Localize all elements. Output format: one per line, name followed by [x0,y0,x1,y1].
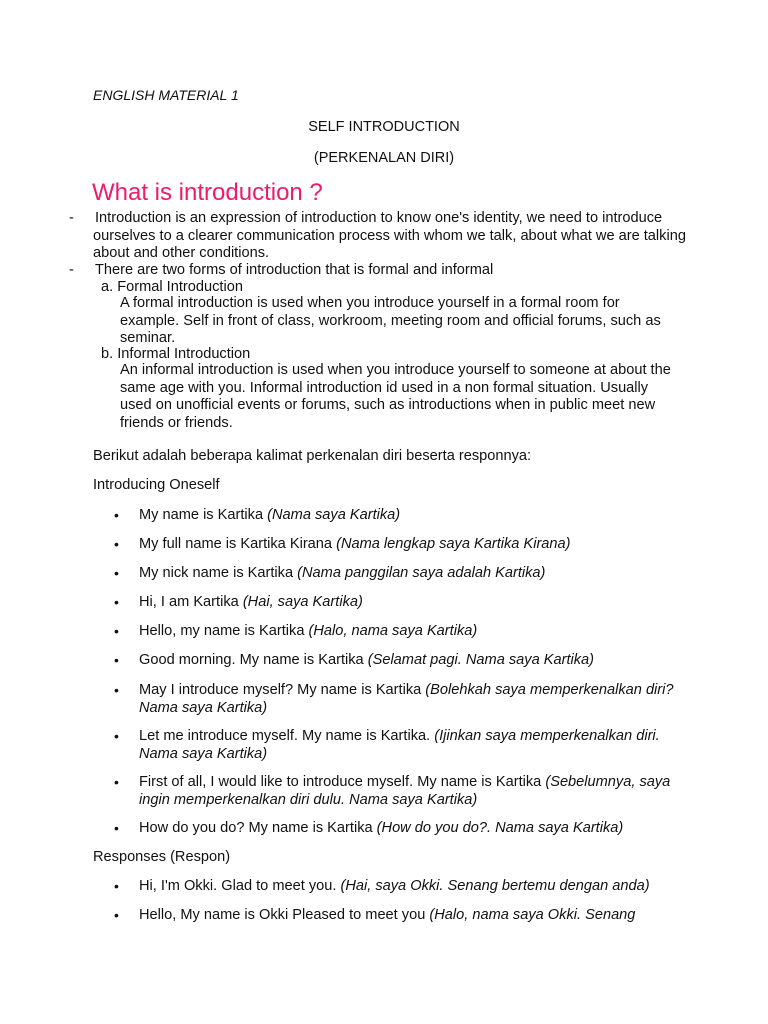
indonesian-translation: (Nama saya Kartika) [267,507,401,523]
english-phrase: Hi, I am Kartika [139,594,243,610]
bullet-icon: • [114,907,119,923]
bullet-icon: • [114,820,119,836]
english-phrase: Hello, my name is Kartika [139,623,309,639]
responses-heading: Responses (Respon) [93,849,231,865]
bullet-icon: • [114,536,119,552]
list-item [139,565,684,583]
list-item [139,623,684,641]
informal-text: An informal introduction is used when you introduce yourself to someone at about the same age with you. Informal introduction id used in a non formal situation. Usually used on unofficial events or forums, such as introductions when in public meet new friends or friends. [120,362,671,431]
list-item [139,536,684,554]
list-item [139,652,684,670]
bullet-icon: • [114,774,119,790]
list-item [139,507,684,525]
indonesian-translation: (Hai, saya Kartika) [242,594,363,610]
bullet-icon: • [114,652,119,668]
definition-rest: expression of introduction to know one's identity, we need to introduce ourselves to a clearer communication process with whom we talk, about what we are talking about and other conditions. [93,210,686,261]
dash-marker: - [69,210,74,226]
bullet-icon: • [114,623,119,639]
list-item [139,774,684,809]
english-phrase: How do you do? My name is Kartika [139,820,377,836]
indonesian-translation: (How do you do?. Nama saya Kartika) [376,820,624,836]
indonesian-translation: (Selamat pagi. Nama saya Kartika) [367,652,595,668]
list-item [139,907,684,925]
list-item [139,594,684,612]
bullet-icon: • [114,878,119,894]
berikut-text: Berikut adalah beberapa kalimat perkenalan diri beserta responnya: [93,448,532,464]
english-phrase: My name is Kartika [139,507,268,523]
bullet-icon: • [114,565,119,581]
english-phrase: Hello, My name is Okki Pleased to meet you [139,907,430,923]
list-item [139,878,684,896]
indonesian-translation: (Ijinkan saya memperkenalkan diri. Nama saya Kartika) [139,728,660,762]
document-subtitle: (PERKENALAN DIRI) [313,150,455,166]
bullet-icon: • [114,507,119,523]
english-phrase: Let me introduce myself. My name is Kartika. [139,728,435,744]
list-item [139,682,684,717]
indonesian-translation: (Sebelumnya, saya ingin memperkenalkan diri dulu. Nama saya Kartika) [139,774,671,808]
list-item [139,728,684,763]
english-phrase: My full name is Kartika Kirana [139,536,337,552]
bullet-icon: • [114,594,119,610]
indonesian-translation: (Halo, nama saya Okki. Senang [429,907,636,923]
introducing-heading: Introducing Oneself [93,477,220,493]
forms-statement: There are two forms of introduction that is formal and informal [95,262,494,278]
intro-definition-paragraph [93,210,693,263]
material-label: ENGLISH MATERIAL 1 [93,87,239,103]
formal-text: A formal introduction is used when you introduce yourself in a formal room for example. Self in front of class, workroom, meeting room and official forums, such as seminar. [120,295,661,346]
indonesian-translation: (Hai, saya Okki. Senang bertemu dengan anda) [340,878,650,894]
english-phrase: First of all, I would like to introduce myself. My name is Kartika [139,774,546,790]
bullet-icon: • [114,682,119,698]
bullet-icon: • [114,728,119,744]
indonesian-translation: (Nama panggilan saya adalah Kartika) [297,565,546,581]
definition-lead: Introduction is an [95,210,207,226]
english-phrase: My nick name is Kartika [139,565,298,581]
document-title: SELF INTRODUCTION [308,119,460,135]
formal-label: a. Formal Introduction [101,279,243,295]
indonesian-translation: (Nama lengkap saya Kartika Kirana) [336,536,571,552]
informal-label: b. Informal Introduction [101,346,251,362]
dash-marker: - [69,262,74,278]
indonesian-translation: (Bolehkah saya memperkenalkan diri? Nama saya Kartika) [139,682,674,716]
section-heading: What is introduction ? [92,179,323,206]
list-item [139,820,684,838]
english-phrase: Hi, I'm Okki. Glad to meet you. [139,878,341,894]
english-phrase: Good morning. My name is Kartika [139,652,368,668]
indonesian-translation: (Halo, nama saya Kartika) [308,623,478,639]
english-phrase: May I introduce myself? My name is Kartika [139,682,426,698]
